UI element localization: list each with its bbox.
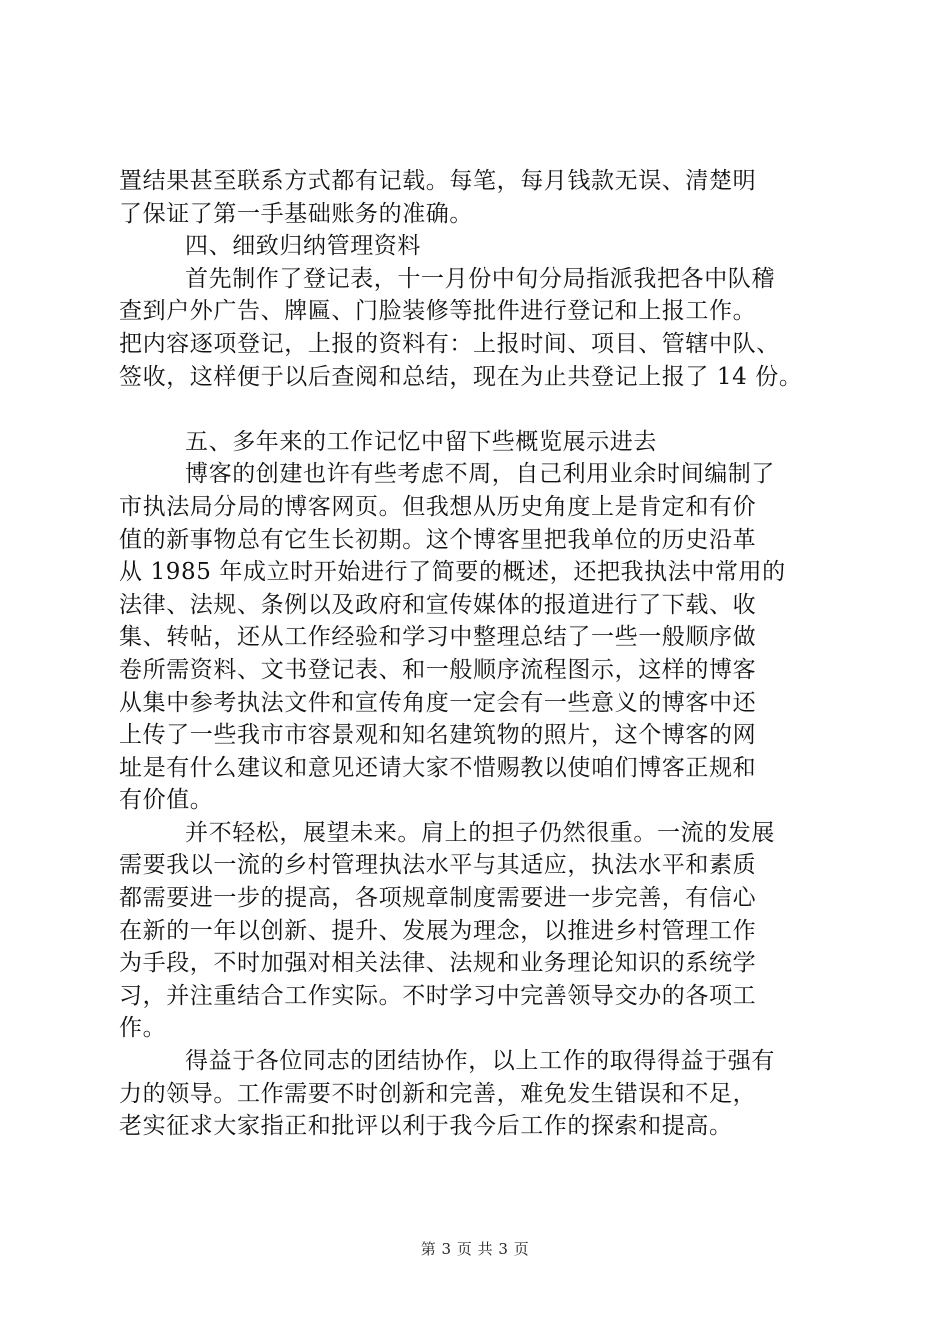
text-line: 博客的创建也许有些考虑不周，自己利用业余时间编制了	[185, 461, 775, 488]
blank-line	[119, 393, 834, 426]
text-line: 了保证了第一手基础账务的准确。	[119, 200, 473, 227]
text-line: 得益于各位同志的团结协作，以上工作的取得得益于强有	[185, 1048, 775, 1075]
text-line: 都需要进一步的提高，各项规章制度需要进一步完善，有信心	[119, 885, 757, 912]
text-line: 签收，这样便于以后查阅和总结，现在为止共登记上报了 14 份。	[119, 363, 803, 390]
text-line: 从集中参考执法文件和宣传角度一定会有一些意义的博客中还	[119, 689, 757, 716]
text-line: 作。	[119, 1015, 167, 1042]
text-line: 市执法局分局的博客网页。但我想从历史角度上是肯定和有价	[119, 493, 757, 520]
text-line: 力的领导。工作需要不时创新和完善，难免发生错误和不足，	[119, 1080, 757, 1107]
document-body	[119, 165, 834, 1143]
text-line: 置结果甚至联系方式都有记载。每笔，每月钱款无误、清楚明	[119, 168, 757, 194]
text-line: 把内容逐项登记，上报的资料有：上报时间、项目、管辖中队、	[119, 330, 780, 357]
text-line: 需要我以一流的乡村管理执法水平与其适应，执法水平和素质	[119, 852, 757, 879]
text-line: 集、转帖，还从工作经验和学习中整理总结了一些一般顺序做	[119, 624, 757, 651]
text-line: 从 1985 年成立时开始进行了简要的概述，还把我执法中常用的	[119, 559, 786, 586]
page-footer	[0, 1238, 950, 1259]
text-line: 卷所需资料、文书登记表、和一般顺序流程图示，这样的博客	[119, 656, 757, 683]
text-line: 上传了一些我市市容景观和知名建筑物的照片，这个博客的网	[119, 722, 757, 749]
page-number: 第 3 页 共 3 页	[420, 1240, 530, 1258]
text-line: 四、细致归纳管理资料	[185, 233, 421, 260]
text-line: 首先制作了登记表，十一月份中旬分局指派我把各中队稽	[185, 265, 775, 292]
text-line: 老实征求大家指正和批评以利于我今后工作的探索和提高。	[119, 1113, 733, 1140]
text-line: 并不轻松，展望未来。肩上的担子仍然很重。一流的发展	[185, 819, 775, 846]
text-line: 在新的一年以创新、提升、发展为理念，以推进乡村管理工作	[119, 917, 757, 944]
text-line: 查到户外广告、牌匾、门脸装修等批件进行登记和上报工作。	[119, 298, 757, 325]
text-line: 五、多年来的工作记忆中留下些概览展示进去	[185, 428, 657, 455]
text-line: 为手段，不时加强对相关法律、法规和业务理论知识的系统学	[119, 950, 757, 977]
text-line: 习，并注重结合工作实际。不时学习中完善领导交办的各项工	[119, 982, 757, 1009]
text-line: 有价值。	[119, 787, 214, 814]
text-line: 值的新事物总有它生长初期。这个博客里把我单位的历史沿革	[119, 526, 757, 553]
text-line: 址是有什么建议和意见还请大家不惜赐教以使咱们博客正规和	[119, 754, 757, 781]
text-line: 法律、法规、条例以及政府和宣传媒体的报道进行了下载、收	[119, 591, 757, 618]
